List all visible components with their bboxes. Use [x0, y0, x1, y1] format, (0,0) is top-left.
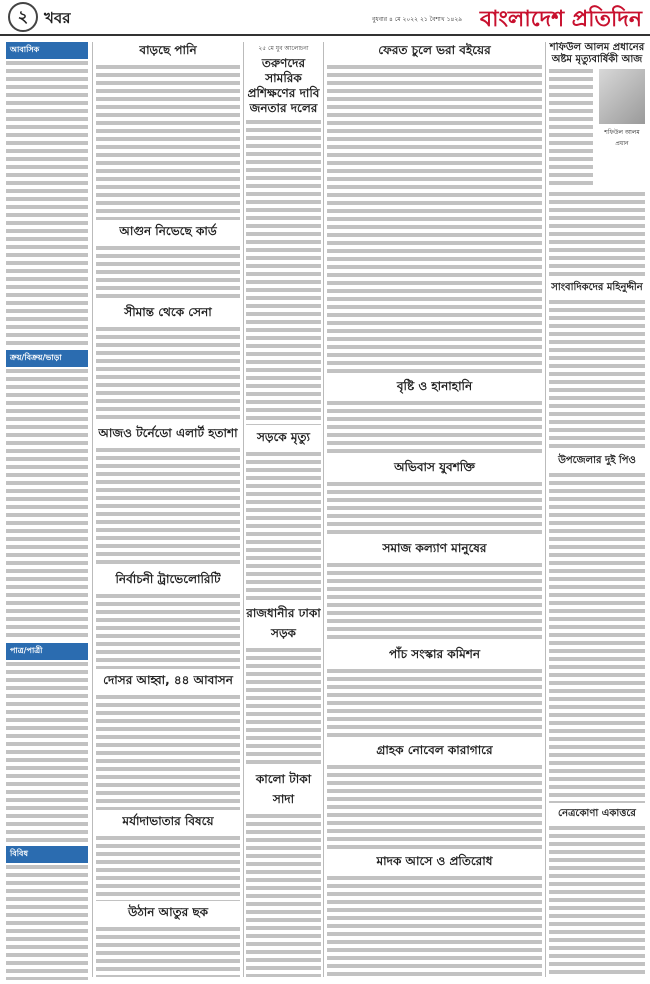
classified-section-title: পাত্র/পাত্রী: [6, 643, 88, 660]
article-body: [96, 594, 240, 669]
article-body: [327, 65, 542, 375]
article-body: [549, 192, 645, 277]
article-tag: ২৫ মে যুব আলোচনা: [258, 45, 309, 52]
article-body: [327, 563, 542, 643]
page-header: [0, 0, 650, 36]
article-body: [246, 452, 321, 602]
article-body: [327, 482, 542, 537]
classified-listings: [6, 369, 88, 639]
article-headline: ফেরত চুলে ভরা বইয়ের: [378, 43, 491, 57]
article-body: [327, 401, 542, 456]
article-headline: মর্যাদাভাতার বিষয়ে: [122, 814, 214, 828]
article-headline: বাড়ছে পানি: [139, 43, 197, 57]
news-column-center: [327, 42, 542, 977]
article-body: [327, 669, 542, 739]
article-headline: পাঁচ সংস্কার কমিশন: [388, 647, 481, 661]
column-rule: [243, 42, 244, 977]
article-headline: সমাজ কল্যাণ মানুষের: [382, 541, 487, 555]
article-body: [96, 927, 240, 977]
classified-listings: [6, 662, 88, 842]
column-rule: [323, 42, 324, 977]
column-rule: [545, 42, 546, 977]
photo-caption: শফিউল আলম প্রধান: [604, 129, 640, 147]
obituary-headline: শফিউল আলম প্রধানের অষ্টম মৃত্যুবার্ষিকী আজ: [549, 42, 645, 65]
news-column-lead: [246, 42, 321, 977]
newspaper-logo: বাংলাদেশ প্রতিদিন: [479, 6, 642, 32]
page-number: ২: [8, 2, 38, 32]
article-headline: সড়কে মৃত্যু: [256, 430, 311, 444]
article-headline: নেত্রকোণা একাত্তরে: [558, 808, 636, 819]
article-body: [96, 836, 240, 901]
classified-listings: [6, 61, 88, 346]
article-body: [96, 246, 240, 301]
news-column-left: [96, 42, 240, 977]
article-headline: রাজধানীর ঢাকা সড়ক: [246, 606, 321, 640]
article-body: [246, 814, 321, 977]
article-headline: কালো টাকা সাদা: [255, 772, 312, 806]
article-headline: সাংবাদিকদের মহিনুদ্দীন: [551, 282, 643, 293]
article-headline: আগুন নিভেছে কার্ড: [119, 224, 217, 238]
article-body: [246, 120, 321, 425]
article-headline: সীমান্ত থেকে সেনা: [124, 305, 212, 319]
article-body: [327, 876, 542, 977]
article-headline: দোসর আহ্বা, ৪৪ আবাসন: [103, 673, 233, 687]
classified-section-title: আবাসিক: [6, 42, 88, 59]
article-headline: মাদক আসে ও প্রতিরোধ: [376, 854, 493, 868]
article-headline: নির্বাচনী ট্রাভেলোরিটি: [115, 572, 221, 586]
section-name: খবর: [44, 9, 71, 27]
article-body: [96, 327, 240, 422]
classified-section-title: বিবিধ: [6, 846, 88, 863]
article-body: [96, 695, 240, 810]
classified-listings: [6, 865, 88, 980]
article-headline: অভিবাস যুবশক্তি: [394, 460, 475, 474]
article-headline: আজও টর্নেডো এলার্ট হতাশা: [98, 426, 238, 440]
portrait-photo: [599, 69, 645, 124]
lead-headline: তরুণদের সামরিক প্রশিক্ষণের দাবি জনতার দলের: [247, 56, 320, 115]
article-body: [549, 300, 645, 450]
article-body: [96, 65, 240, 220]
article-body: [549, 69, 593, 187]
news-column-right: [549, 42, 645, 977]
article-headline: গ্রাহক নোবেল কারাগারে: [376, 743, 493, 757]
article-body: [96, 448, 240, 568]
article-headline: উপজেলার দুই পিও: [558, 455, 636, 466]
classifieds-column: [6, 40, 88, 980]
article-body: [327, 765, 542, 850]
article-body: [246, 648, 321, 768]
classified-section-title: ক্রয়/বিক্রয়/ভাড়া: [6, 350, 88, 367]
article-headline: বৃষ্টি ও হানাহানি: [396, 379, 473, 393]
date-line: বুধবার ৪ মে ২০২২ ২১ বৈশাখ ১৪২৯: [372, 16, 463, 23]
article-body: [549, 826, 645, 976]
column-rule: [92, 42, 93, 977]
article-body: [549, 473, 645, 803]
article-headline: উঠান আতুর ছক: [127, 905, 209, 919]
